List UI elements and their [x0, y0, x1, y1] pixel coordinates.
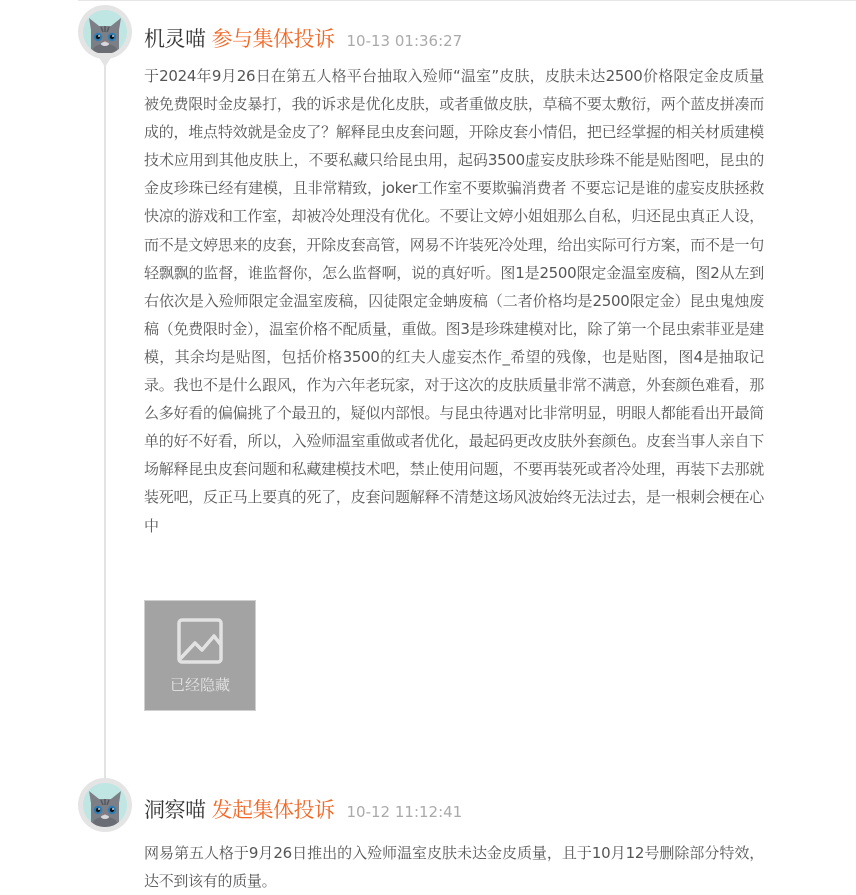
cat-avatar-icon	[83, 783, 127, 827]
image-placeholder-icon	[177, 618, 223, 664]
hidden-image-label: 已经隐藏	[169, 676, 230, 694]
complaint-content: 网易第五人格于9月26日推出的入殓师温室皮肤未达金皮质量，且于10月12号删除部分特效，达不到该有的质量。	[144, 844, 764, 891]
complaint-content: 于2024年9月26日在第五人格平台抽取入殓师“温室”皮肤，皮肤未达2500价格限定金皮质量 被免费限时金皮暴打，我的诉求是优化皮肤，或者重做皮肤，草稿不要太敷衍，两个蓝皮拼凑而成的，堆点特效就是金皮了？解释昆虫皮套问题，开除皮套小情侣，把已经掌握的相关材质建模技术应用到其他皮肤上，不要私藏只给昆虫用，起码3500虚妄皮肤珍珠不能是贴图吧，昆虫的金皮珍珠已经有建模，且非常精致，joker工作室不要欺骗消费者 不要忘记是谁的虚妄皮肤拯救快凉的游戏和工作室，却被冷处理没有优化。不要让文婷小姐姐那么自私，归还昆虫真正人设，而不是文婷思来的皮套，开除皮套高管，网易不许装死冷处理，给出实际可行方案，而不是一句轻飘飘的监督，谁监督你，怎么监督啊，说的真好听。图1是2500限定金温室废稿，图2从左到右依次是入殓师限定金温室废稿，囚徒限定金蚺废稿（二者价格均是2500限定金）昆虫鬼烛废稿（免费限时金），温室价格不配质量，重做。图3是珍珠建模对比，除了第一个昆虫索菲亚是建模，其余均是贴图，包括价格3500的红夫人虚妄杰作_希望的残像，也是贴图，图4是抽取记录。我也不是什么跟风，作为六年老玩家，对于这次的皮肤质量非常不满意，外套颜色难看，那么多好看的偏偏挑了个最丑的，疑似内部恨。与昆虫待遇对比非常明显，明眼人都能看出开最简单的好不好看，所以，入殓师温室重做或者优化，最起码更改皮肤外套颜色。皮套当事人亲自下场解释昆虫皮套问题和私藏建模技术吧，禁止使用问题，不要再装死或者冷处理，再装下去那就装死吧，反正马上要真的死了，皮套问题解释不清楚这场风波始终无法过去，是一根刺会梗在心中	[144, 67, 764, 535]
entry-header	[144, 23, 462, 53]
cat-avatar-icon	[83, 10, 127, 54]
action-label: 发起集体投诉	[211, 798, 335, 822]
complaint-entry	[78, 5, 856, 725]
avatar[interactable]	[78, 5, 134, 61]
complaint-entry	[78, 778, 856, 895]
username[interactable]: 洞察喵	[144, 798, 206, 822]
entry-header	[144, 794, 462, 824]
avatar-pin-pointer	[96, 53, 114, 67]
hidden-image-thumbnail[interactable]	[144, 600, 256, 711]
timestamp: 10-13 01:36:27	[346, 32, 463, 50]
timestamp: 10-12 11:12:41	[346, 803, 463, 821]
avatar[interactable]	[78, 778, 134, 834]
action-label: 参与集体投诉	[211, 27, 335, 51]
username[interactable]: 机灵喵	[144, 27, 206, 51]
top-divider	[78, 0, 856, 1]
